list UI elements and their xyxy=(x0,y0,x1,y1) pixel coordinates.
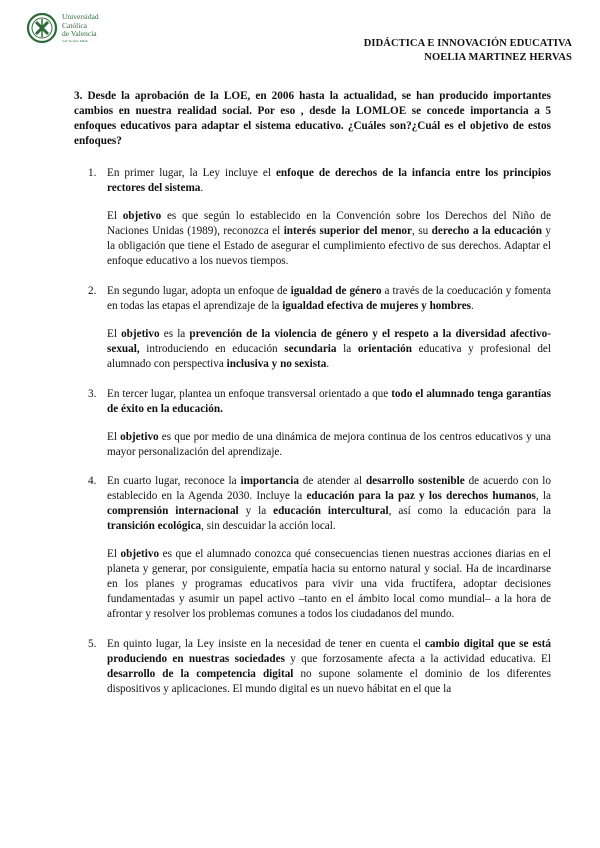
question-text: 3. Desde la aprobación de la LOE, en 2006 hasta la actualidad, se han producido importantes cambios en nuestra realidad social. Por eso , desde la LOMLOE se concede importancia a 5 enfoques educativos para adaptar el sistema educativo. ¿Cuáles son?¿Cuál es el objetivo de estos enfoques? xyxy=(74,90,551,147)
bold-text-run: transición ecológica xyxy=(107,520,202,532)
text-run: En tercer lugar, plantea un enfoque transversal orientado a que xyxy=(107,388,392,400)
item-objective-paragraph xyxy=(107,547,551,622)
item-intro-paragraph xyxy=(107,474,551,534)
text-run: a través de la coeducación y fomenta en todas las etapas el aprendizaje de la xyxy=(107,285,551,312)
text-run: En cuarto lugar, reconoce la xyxy=(107,475,241,487)
bold-text-run: igualdad de género xyxy=(290,285,382,297)
list-number: 5. xyxy=(88,638,97,650)
text-run: es que según lo establecido en la Convención sobre los Derechos del Niño de Naciones Unidas (1989), reconozca el xyxy=(107,210,551,237)
text-run: El xyxy=(107,328,122,340)
item-objective-paragraph xyxy=(107,209,551,269)
text-run: , sin descuidar la acción local. xyxy=(201,520,336,532)
bold-text-run: educación para la paz y los derechos humanos xyxy=(306,490,536,502)
list-number: 3. xyxy=(88,388,97,400)
list-item xyxy=(0,284,600,372)
bold-text-run: objetivo xyxy=(121,328,160,340)
bold-text-run: objetivo xyxy=(120,548,160,560)
item-intro-paragraph xyxy=(107,637,551,697)
text-run: educativa y profesional del alumnado con perspectiva xyxy=(107,343,551,370)
author-name: NOELIA MARTINEZ HERVAS xyxy=(424,52,572,63)
text-run: El xyxy=(107,210,123,222)
text-run: . xyxy=(326,358,330,370)
bold-text-run: desarrollo de la competencia digital xyxy=(107,668,294,680)
bold-text-run: orientación xyxy=(357,343,412,355)
bold-text-run: interés superior del menor xyxy=(283,225,412,237)
bold-text-run: secundaria xyxy=(284,343,337,355)
list-item xyxy=(0,166,600,269)
list-item xyxy=(0,474,600,622)
text-run: El xyxy=(107,548,121,560)
bold-text-run: inclusiva y no sexista xyxy=(226,358,327,370)
text-run: y la obligación que tiene el Estado de asegurar el cumplimiento efectivo de sus derechos. Adaptar el enfoque educativo a los nuevos tiempos. xyxy=(107,225,551,267)
list-number: 4. xyxy=(88,475,97,487)
list-number: 1. xyxy=(88,167,97,179)
text-run: , así como la educación para la xyxy=(388,505,551,517)
text-run: En quinto lugar, la Ley insiste en la necesidad de tener en cuenta el xyxy=(107,638,425,650)
item-intro-paragraph xyxy=(107,284,551,314)
item-objective-paragraph xyxy=(107,327,551,372)
text-run: y que forzosamente afecta a la actividad educativa. El xyxy=(284,653,551,665)
item-objective-paragraph xyxy=(107,430,551,460)
bold-text-run: igualdad efectiva de mujeres y hombres xyxy=(282,300,472,312)
university-logo-icon xyxy=(22,12,62,44)
text-run: . xyxy=(200,182,204,194)
text-run: y la xyxy=(238,505,274,517)
text-run: introduciendo en educación xyxy=(139,343,285,355)
bold-text-run: derecho a la educación xyxy=(431,225,542,237)
text-run: , su xyxy=(411,225,432,237)
logo-wordmark xyxy=(62,13,99,39)
logo-line: Universidad xyxy=(62,12,99,21)
item-intro-paragraph xyxy=(107,166,551,196)
course-title: DIDÁCTICA E INNOVACIÓN EDUCATIVA xyxy=(363,38,572,49)
text-run: no supone solamente el dominio de los diferentes dispositivos y aplicaciones. El mundo digital es un nuevo hábitat en el que la xyxy=(107,668,552,695)
document-header xyxy=(364,37,572,65)
bold-text-run: comprensión internacional xyxy=(107,505,239,517)
bold-text-run: desarrollo sostenible xyxy=(365,475,465,487)
bold-text-run: objetivo xyxy=(120,431,159,443)
answer-list xyxy=(0,166,600,697)
bold-text-run: importancia xyxy=(240,475,299,487)
bold-text-run: enfoque de derechos de la infancia entre los principios rectores del sistema xyxy=(107,167,551,194)
list-item xyxy=(0,637,600,697)
text-run: es que el alumnado conozca qué consecuencias tienen nuestras acciones diarias en el planeta y generar, por consiguiente, empatía hacia su entorno natural y social. Ha de incardinarse en los planes y programas educativos para vivir una vida fructífera, adoptar decisiones fundamentadas y asumir un papel activo –tanto en el ámbito local como mundial– a la hora de afrontar y resolver los problemas comunes a todos los ciudadanos del mundo. xyxy=(107,548,551,620)
bold-text-run: prevención de la violencia de género y el respeto a la diversidad afectivo-sexual, xyxy=(107,328,551,355)
list-number: 2. xyxy=(88,285,97,297)
logo-subtitle: San Vicente Mártir xyxy=(62,39,89,43)
text-run: de acuerdo con lo establecido en la Agenda 2030. Incluye la xyxy=(107,475,551,502)
bold-text-run: objetivo xyxy=(122,210,162,222)
text-run: es la xyxy=(159,328,190,340)
logo-line: Católica xyxy=(62,20,87,30)
text-run: En segundo lugar, adopta un enfoque de xyxy=(107,285,291,297)
text-run: la xyxy=(336,343,358,355)
text-run: de atender al xyxy=(298,475,366,487)
text-run: . xyxy=(471,300,474,312)
item-intro-paragraph xyxy=(107,387,551,417)
bold-text-run: cambio digital que se está produciendo en nuestras sociedades xyxy=(107,638,551,665)
logo-line: de Valencia xyxy=(62,29,97,39)
text-run: El xyxy=(107,431,121,443)
bold-text-run: educación intercultural xyxy=(273,505,389,517)
text-run: , la xyxy=(535,490,551,502)
list-item xyxy=(0,387,600,460)
text-run: es que por medio de una dinámica de mejora continua de los centros educativos y una mayor personalización del aprendizaje. xyxy=(107,431,551,458)
text-run: En primer lugar, la Ley incluye el xyxy=(107,167,276,179)
bold-text-run: todo el alumnado tenga garantías de éxito en la educación. xyxy=(107,388,551,415)
